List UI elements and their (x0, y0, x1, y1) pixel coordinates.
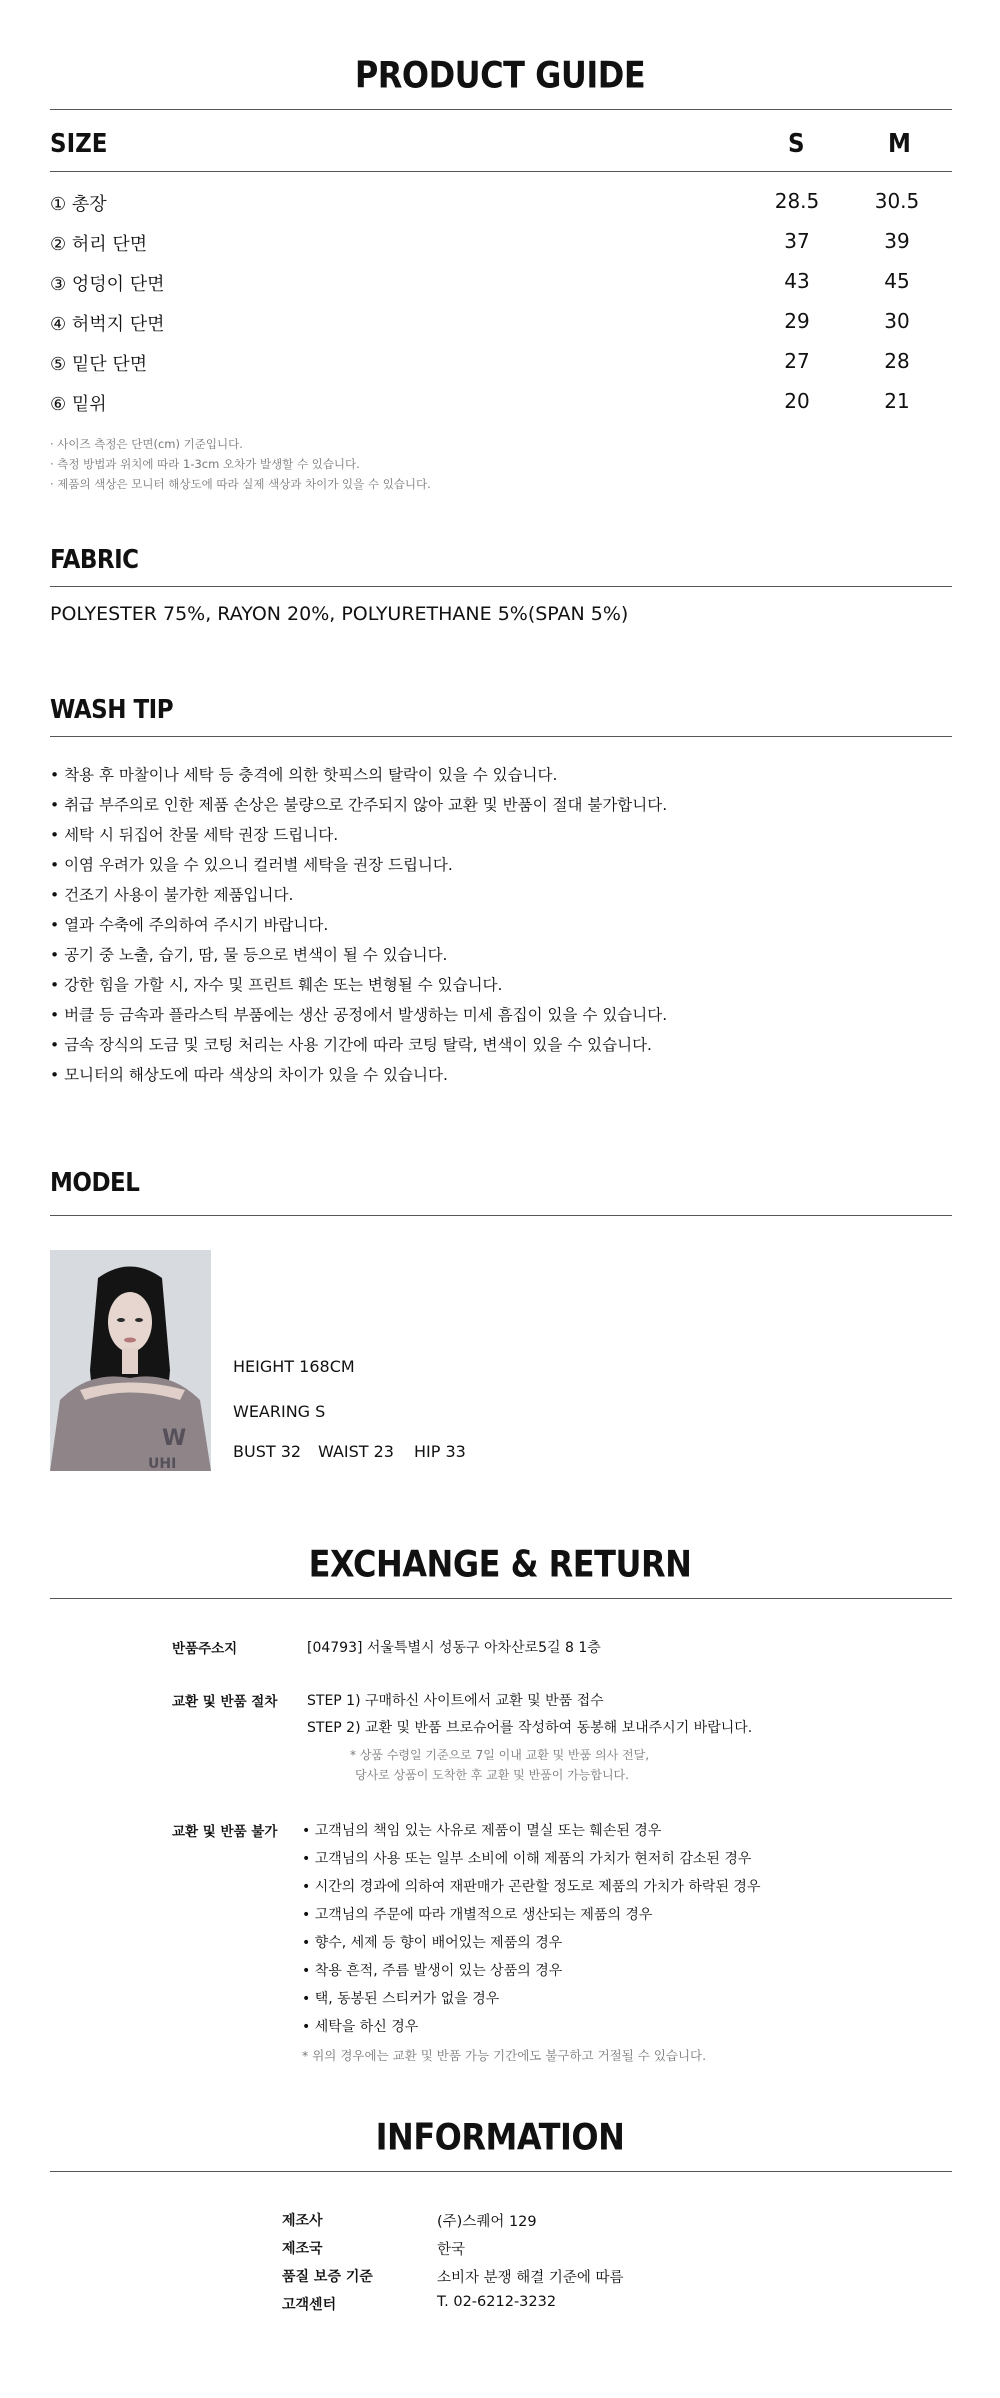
list-item: • 향수, 세제 등 향이 배어있는 제품의 경우 (302, 1935, 563, 1951)
divider (50, 736, 952, 737)
size-row-label: ② 허리 단면 (50, 234, 148, 255)
divider (50, 586, 952, 587)
list-item: • 공기 중 노출, 습기, 땀, 물 등으로 변색이 될 수 있습니다. (50, 946, 448, 964)
size-header: SIZE (50, 129, 108, 159)
size-row-label: ⑤ 밑단 단면 (50, 354, 148, 375)
size-row-s: 43 (784, 269, 810, 293)
size-row-m: 21 (884, 389, 910, 413)
procedure-note: * 상품 수령일 기준으로 7일 이내 교환 및 반품 의사 전달, (350, 1748, 650, 1762)
model-waist: WAIST 23 (318, 1442, 394, 1461)
model-title: MODEL (50, 1168, 140, 1198)
list-item: • 고객님의 주문에 따라 개별적으로 생산되는 제품의 경우 (302, 1907, 653, 1923)
procedure-step-1: STEP 1) 구매하신 사이트에서 교환 및 반품 접수 (307, 1693, 604, 1709)
info-label: 고객센터 (282, 2297, 337, 2313)
size-note: · 측정 방법과 위치에 따라 1-3cm 오차가 발생할 수 있습니다. (50, 457, 360, 471)
address-value: [04793] 서울특별시 성동구 아차산로5길 8 1층 (307, 1640, 601, 1656)
model-photo (50, 1250, 211, 1471)
size-row-s: 27 (784, 349, 810, 373)
product-guide-title: PRODUCT GUIDE (354, 53, 646, 97)
list-item: • 택, 동봉된 스티커가 없을 경우 (302, 1991, 500, 2007)
info-value: T. 02-6212-3232 (437, 2294, 557, 2310)
info-value: 한국 (437, 2242, 466, 2258)
wash-tip-title: WASH TIP (50, 695, 174, 725)
list-item: • 이염 우려가 있을 수 있으니 컬러별 세탁을 권장 드립니다. (50, 856, 453, 874)
divider (50, 1215, 952, 1216)
size-row-s: 37 (784, 229, 810, 253)
procedure-note: 당사로 상품이 도착한 후 교환 및 반품이 가능합니다. (355, 1768, 629, 1782)
list-item: • 고객님의 사용 또는 일부 소비에 이해 제품의 가치가 현저히 감소된 경우 (302, 1851, 752, 1867)
fabric-text: POLYESTER 75%, RAYON 20%, POLYURETHANE 5%(SPAN 5%) (50, 603, 629, 625)
size-row-m: 30 (884, 309, 910, 333)
size-note: · 사이즈 측정은 단면(cm) 기준입니다. (50, 437, 243, 451)
list-item: • 세탁 시 뒤집어 찬물 세탁 권장 드립니다. (50, 826, 339, 844)
model-hip: HIP 33 (414, 1442, 466, 1461)
exchange-title: EXCHANGE & RETURN (308, 1542, 692, 1586)
list-item: • 취급 부주의로 인한 제품 손상은 불량으로 간주되지 않아 교환 및 반품이 절대 불가합니다. (50, 796, 668, 814)
size-row-s: 20 (784, 389, 810, 413)
size-row-label: ⑥ 밑위 (50, 394, 107, 415)
svg-text:UHI: UHI (148, 1456, 177, 1471)
size-row-m: 45 (884, 269, 910, 293)
model-bust: BUST 32 (233, 1442, 302, 1461)
list-item: • 시간의 경과에 의하여 재판매가 곤란할 정도로 제품의 가치가 하락된 경우 (302, 1879, 761, 1895)
procedure-step-2: STEP 2) 교환 및 반품 브로슈어를 작성하여 동봉해 보내주시기 바랍니다. (307, 1720, 753, 1736)
unavailable-label: 교환 및 반품 불가 (172, 1824, 278, 1840)
size-row-m: 30.5 (874, 189, 920, 213)
size-col-m: M (888, 129, 911, 159)
size-row-s: 29 (784, 309, 810, 333)
unavailable-note: * 위의 경우에는 교환 및 반품 가능 기간에도 불구하고 거절될 수 있습니다. (302, 2048, 707, 2063)
address-label: 반품주소지 (172, 1641, 238, 1657)
list-item: • 건조기 사용이 불가한 제품입니다. (50, 886, 294, 904)
fabric-title: FABRIC (50, 545, 139, 575)
list-item: • 강한 힘을 가할 시, 자수 및 프린트 훼손 또는 변형될 수 있습니다. (50, 976, 503, 994)
divider (50, 109, 952, 110)
info-value: 소비자 분쟁 해결 기준에 따름 (437, 2270, 624, 2286)
list-item: • 착용 후 마찰이나 세탁 등 충격에 의한 핫픽스의 탈락이 있을 수 있습니다. (50, 766, 558, 784)
divider (50, 1598, 952, 1599)
info-value: (주)스퀘어 129 (437, 2214, 537, 2230)
divider (50, 171, 952, 172)
list-item: • 버클 등 금속과 플라스틱 부품에는 생산 공정에서 발생하는 미세 흠집이 있을 수 있습니다. (50, 1006, 668, 1024)
info-label: 품질 보증 기준 (282, 2269, 373, 2285)
model-height: HEIGHT 168CM (233, 1357, 355, 1376)
info-label: 제조사 (282, 2213, 323, 2229)
divider (50, 2171, 952, 2172)
list-item: • 열과 수축에 주의하여 주시기 바랍니다. (50, 916, 329, 934)
info-label: 제조국 (282, 2241, 323, 2257)
list-item: • 세탁을 하신 경우 (302, 2019, 419, 2035)
svg-text:W: W (162, 1426, 187, 1451)
procedure-label: 교환 및 반품 절차 (172, 1694, 278, 1710)
list-item: • 금속 장식의 도금 및 코팅 처리는 사용 기간에 따라 코팅 탈락, 변색이 있을 수 있습니다. (50, 1036, 652, 1054)
model-wearing: WEARING S (233, 1402, 326, 1421)
size-note: · 제품의 색상은 모니터 해상도에 따라 실제 색상과 차이가 있을 수 있습니다. (50, 477, 431, 491)
size-row-s: 28.5 (774, 189, 820, 213)
list-item: • 모니터의 해상도에 따라 색상의 차이가 있을 수 있습니다. (50, 1066, 448, 1084)
size-row-label: ④ 허벅지 단면 (50, 314, 165, 335)
size-row-m: 28 (884, 349, 910, 373)
list-item: • 고객님의 책임 있는 사유로 제품이 멸실 또는 훼손된 경우 (302, 1823, 662, 1839)
size-col-s: S (788, 129, 805, 159)
information-title: INFORMATION (375, 2115, 625, 2159)
size-row-m: 39 (884, 229, 910, 253)
list-item: • 착용 흔적, 주름 발생이 있는 상품의 경우 (302, 1963, 563, 1979)
size-row-label: ③ 엉덩이 단면 (50, 274, 165, 295)
size-row-label: ① 총장 (50, 194, 107, 215)
